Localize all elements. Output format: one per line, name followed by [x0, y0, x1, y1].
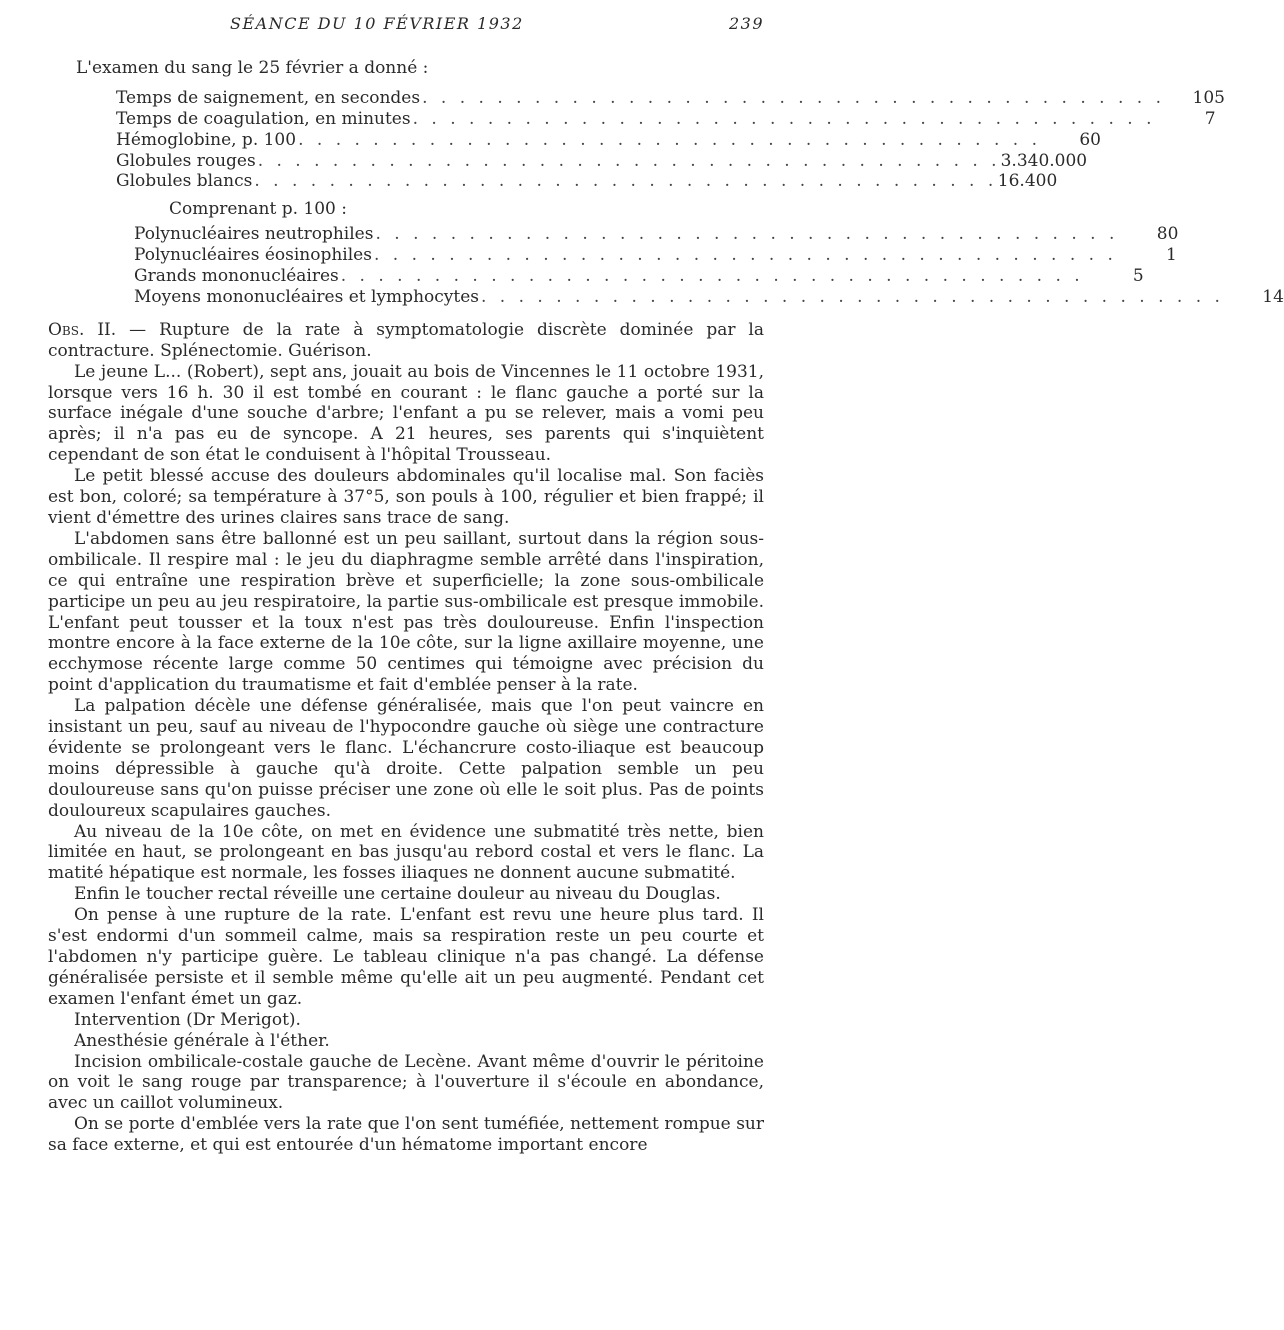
differential-row — [134, 266, 1144, 287]
leader-dots: . . . . . . . . . . . . . . . . . . . . . . . . . . . . . . . . . . . . . . . . — [422, 87, 1165, 108]
leader-dots: . . . . . . . . . . . . . . . . . . . . . . . . . . . . . . . . . . . . . . . . — [254, 171, 998, 192]
differential-label: Polynucléaires éosinophiles — [134, 245, 372, 266]
lab-value: 105 — [1192, 87, 1225, 108]
paragraph: Le petit blessé accuse des douleurs abdominales qu'il localise mal. Son faciès est bon, coloré; sa température à 37°5, son pouls à 100, régulier et bien frappé; il vient d'émettre des urines claires sans trace de sang. — [48, 466, 764, 528]
paragraph: Au niveau de la 10e côte, on met en évidence une submatité très nette, bien limitée en haut, se prolongeant en bas jusqu'au rebord costal et vers le flanc. La matité hépatique est normale, les fosses iliaques ne donnent aucune submatité. — [48, 821, 764, 884]
paragraph: On pense à une rupture de la rate. L'enfant est revu une heure plus tard. Il s'est endormi d'un sommeil calme, mais sa respiration reste un peu courte et l'abdomen n'y participe guère. Le tableau clinique n'a pas changé. La défense généralisée persiste et il semble même qu'elle ait un peu augmenté. Pendant cet examen l'enfant émet un gaz. — [48, 905, 764, 1009]
differential-row — [134, 286, 1284, 308]
differential-value: 80 — [1156, 224, 1179, 245]
running-title: SÉANCE DU 10 FÉVRIER 1932 — [230, 14, 524, 33]
leader-dots: . . . . . . . . . . . . . . . . . . . . . . . . . . . . . . . . . . . . . . . . — [340, 266, 1084, 287]
lab-value: 3.340.000 — [1000, 150, 1088, 171]
leader-dots: . . . . . . . . . . . . . . . . . . . . . . . . . . . . . . . . . . . . . . . . — [373, 245, 1117, 266]
lab-row — [116, 108, 1216, 130]
observation-heading — [48, 320, 764, 362]
differential-heading: Comprenant p. 100 : — [169, 199, 347, 220]
lab-value: 60 — [1079, 129, 1101, 150]
running-head — [48, 14, 764, 38]
paragraph: Incision ombilicale-costale gauche de Lecène. Avant même d'ouvrir le péritoine on voit le sang rouge par transparence; à l'ouverture il s'écoule en abondance, avec un caillot volumineux. — [48, 1051, 764, 1114]
lab-label: Globules blancs — [116, 171, 253, 192]
leader-dots: . . . . . . . . . . . . . . . . . . . . . . . . . . . . . . . . . . . . . . . . — [412, 108, 1156, 129]
lab-value: 16.400 — [997, 171, 1058, 192]
lab-label: Globules rouges — [116, 150, 256, 171]
paragraph: Intervention (Dr Merigot). — [74, 1009, 301, 1030]
leader-dots: . . . . . . . . . . . . . . . . . . . . . . . . . . . . . . . . . . . . . . . . — [298, 129, 1041, 150]
differential-value: 5 — [1132, 266, 1144, 287]
lab-row — [116, 150, 1088, 172]
paragraph: Anesthésie générale à l'éther. — [74, 1030, 330, 1051]
lab-label: Temps de coagulation, en minutes — [116, 108, 411, 129]
differential-label: Grands mononucléaires — [134, 266, 339, 287]
leader-dots: . . . . . . . . . . . . . . . . . . . . . . . . . . . . . . . . . . . . . . . . — [375, 224, 1119, 245]
case-report — [48, 320, 764, 1156]
differential-value: 1 — [1166, 245, 1177, 266]
differential-label: Moyens mononucléaires et lymphocytes — [134, 286, 479, 307]
differential-label: Polynucléaires neutrophiles — [134, 224, 374, 245]
paragraph: Le jeune L... (Robert), sept ans, jouait au bois de Vincennes le 11 octobre 1931, lorsque vers 16 h. 30 il est tombé en courant : le flanc gauche a porté sur la surface inégale d'une souche d'arbre; l'enfant a pu se relever, mais a vomi peu après; il n'a pas eu de syncope. A 21 heures, ses parents qui s'inquiètent cependant de son état le conduisent à l'hôpital Trousseau. — [48, 361, 764, 466]
blood-exam-intro: L'examen du sang le 25 février a donné : — [76, 58, 429, 78]
page — [48, 14, 1284, 1156]
differential-table — [134, 224, 1284, 308]
leader-dots: . . . . . . . . . . . . . . . . . . . . . . . . . . . . . . . . . . . . . . . . — [481, 286, 1224, 307]
paragraph: On se porte d'emblée vers la rate que l'on sent tuméfiée, nettement rompue sur sa face externe, et qui est entourée d'un hématome important encore — [48, 1114, 764, 1156]
differential-row — [134, 245, 1177, 266]
lab-label: Temps de saignement, en secondes — [116, 87, 421, 108]
paragraph: Enfin le toucher rectal réveille une certaine douleur au niveau du Douglas. — [74, 884, 721, 905]
leader-dots: . . . . . . . . . . . . . . . . . . . . . . . . . . . . . . . . . . . . . . . . — [257, 150, 1001, 171]
paragraph: La palpation décèle une défense généralisée, mais que l'on peut vaincre en insistant un peu, sauf au niveau de l'hypocondre gauche où siège une contracture évidente se prolongeant vers le flanc. L'échancrure costo-iliaque est beaucoup moins dépressible à gauche qu'à droite. Cette palpation semble un peu douloureuse sans qu'on puisse préciser une zone où elle le soit plus. Pas de points douloureux scapulaires gauches. — [48, 696, 764, 821]
paragraph: L'abdomen sans être ballonné est un peu saillant, surtout dans la région sous-ombilicale. Il respire mal : le jeu du diaphragme semble arrêté dans l'inspiration, ce qui entraîne une respiration brève et superficielle; la zone sous-ombilicale participe un peu au jeu respiratoire, la partie sus-ombilicale est presque immobile. L'enfant peut tousser et la toux n'est pas très douloureuse. Enfin l'inspection montre encore à la face externe de la 10e côte, sur la ligne axillaire moyenne, une ecchymose récente large comme 50 centimes qui témoigne avec précision du point d'application du traumatisme et fait d'emblée penser à la rate. — [48, 528, 764, 696]
observation-label: Obs. II. — [48, 319, 117, 340]
differential-row — [134, 224, 1179, 245]
observation-title: — Rupture de la rate à symptomatologie discrète dominée par la contracture. Splénectomie. Guérison. — [48, 319, 765, 361]
blood-results-table — [116, 87, 1225, 192]
lab-row — [116, 129, 1101, 151]
lab-value: 7 — [1204, 108, 1216, 129]
lab-row — [116, 171, 1058, 192]
differential-value: 14 — [1262, 286, 1284, 307]
page-number: 239 — [728, 14, 764, 33]
lab-row — [116, 87, 1225, 109]
lab-label: Hémoglobine, p. 100 — [116, 129, 297, 150]
